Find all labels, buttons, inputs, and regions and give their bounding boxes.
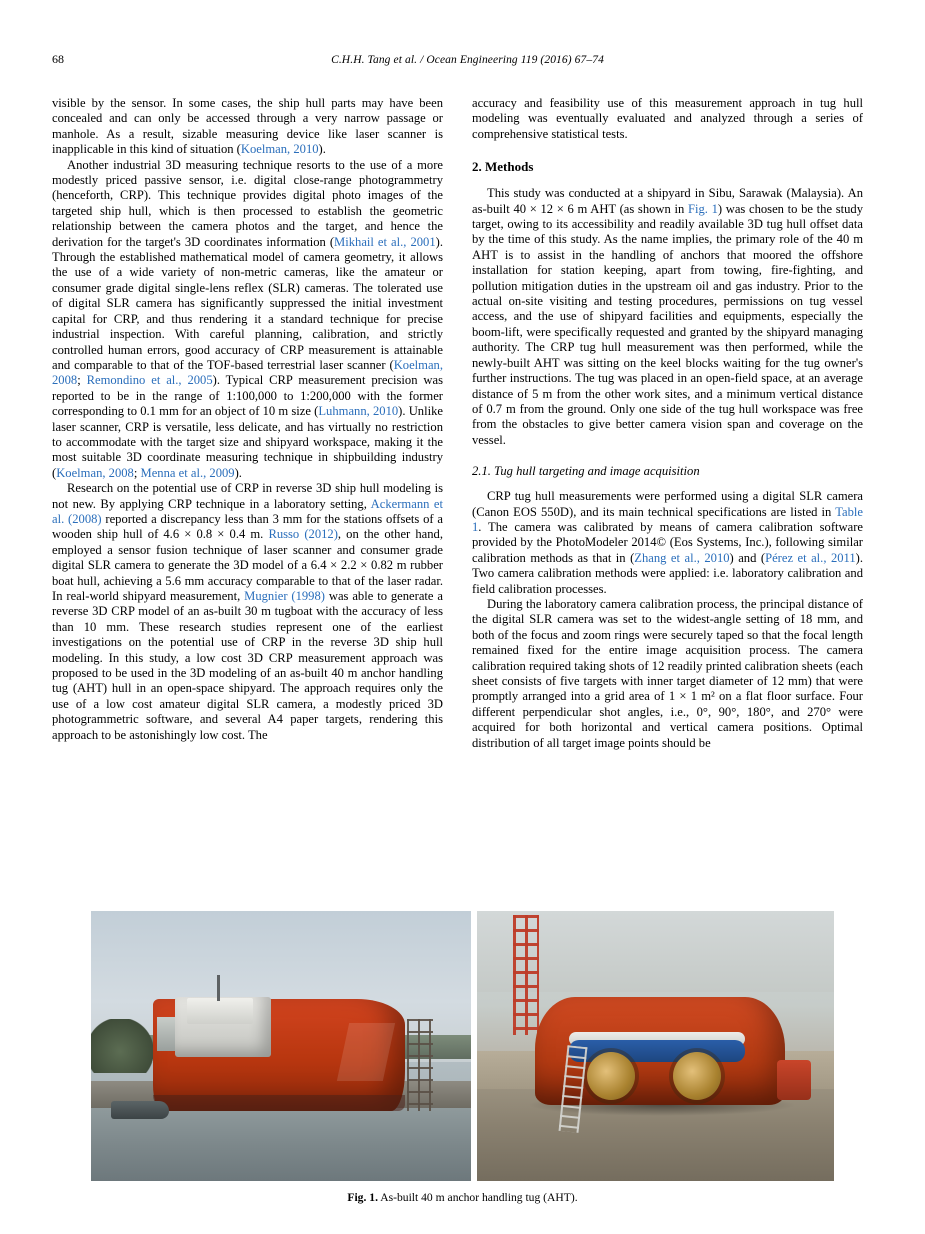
figure-caption bbox=[52, 1191, 873, 1204]
paragraph-camera-calibration bbox=[472, 489, 863, 597]
paragraph-continuation-right: accuracy and feasibility use of this measurement approach in tug hull modeling was eventually evaluated and analyzed through a series of comprehensive statistical tests. bbox=[472, 96, 863, 141]
text-run: ; bbox=[133, 465, 141, 480]
text-run: ). bbox=[234, 465, 242, 480]
figure-label: Fig. 1. bbox=[347, 1191, 378, 1204]
text-run: ) and ( bbox=[729, 550, 766, 565]
paragraph-prior-research bbox=[52, 481, 443, 743]
paragraph-study-site bbox=[472, 186, 863, 448]
citation-link[interactable]: Russo (2012) bbox=[268, 527, 338, 542]
citation-link[interactable]: Mikhail et al., 2001 bbox=[334, 234, 436, 249]
text-run: visible by the sensor. In some cases, the ship hull parts may have been concealed and can only be accessed through a very narrow passage or manhole. As a result, sizable measuring device like laser scanner is inapplicable in this kind of situation ( bbox=[52, 96, 443, 157]
tug-bridge bbox=[187, 998, 253, 1024]
text-run: ). bbox=[318, 142, 326, 157]
text-run: ). Two camera calibration methods were applied: i.e. laboratory calibration and field calibration processes. bbox=[472, 550, 864, 596]
text-run: ). Unlike laser scanner, CRP is versatile, less delicate, and has virtually no restriction to accommodate with the target size and shipyard workspace, making it the most suitable 3D coordinate measuring technique in shipbuilding industry ( bbox=[52, 404, 443, 480]
citation-link[interactable]: Koelman, 2010 bbox=[240, 142, 319, 157]
tug-mast bbox=[217, 975, 220, 1001]
crane-tower bbox=[513, 915, 539, 1035]
water-region bbox=[91, 1108, 471, 1181]
text-run: Another industrial 3D measuring technique resorts to the use of a more modestly priced passive sensor, i.e. digital close-range photogrammetry (henceforth, CRP). This technique provides digital photo images of the targeted ship hull, which is then processed to establish the geometric relationship between the camera photos and the target, and hence the derivation for the target's 3D coordinates information ( bbox=[52, 157, 443, 249]
table-reference-link[interactable]: Table 1 bbox=[472, 504, 863, 534]
citation-link[interactable]: Zhang et al., 2010 bbox=[634, 550, 730, 565]
citation-link[interactable]: Ackermann et al. (2008) bbox=[52, 496, 444, 526]
paragraph-lab-calibration: During the laboratory camera calibration process, the principal distance of the digital SLR camera was set to the widest-angle setting of 18 mm, and both of the focus and zoom rings were securely taped so that the focal length remained fixed for the entire image acquisition process. The camera calibration required taking shots of 12 readily printed calibration sheets (each sheet consists of five targets with inner target diameter of 12 mm) that were promptly arranged into a grid area of 1 × 1 m² on a flat floor surface. Four different perpendicular shot angles, i.e., 0°, 90°, 180°, and 270° were acquired for both horizontal and vertical camera positions. Optimal distribution of all target image points should be bbox=[472, 596, 863, 750]
section-heading-methods: 2. Methods bbox=[472, 159, 534, 175]
left-column bbox=[52, 96, 443, 743]
text-run: ) was chosen to be the study target, owing to its accessibility and readily available 3D tug hull offset data by the time of this study. As the name implies, the primary role of the 40 m AHT is to assist in the handling of anchors that moored the offshore installation for station keeping, apart from towing, fire-fighting, and pollution mitigation duties in the upstream oil and gas industry. Prior to the actual on-site visiting and testing procedures, permissions on tug vessel access, and the use of shipyard facilities and equipments, especially the boom-lift, were specifically requested and granted by the shipyard managing authority. The CRP tug hull measurement was then performed, while the newly-built AHT was sitting on the keel blocks waiting for the tug owner's further instructions. The tug was placed in an open-field space, at an average distance of 5 m from the other work sites, and a minimum vertical distance of 0.7 m from the ground. Only one side of the tug hull workspace was free from the obstacles to give better camera vision span and coverage on the vessel. bbox=[472, 201, 863, 447]
figure-image-right bbox=[477, 911, 834, 1181]
subsection-heading-targeting: 2.1. Tug hull targeting and image acquisition bbox=[472, 464, 700, 479]
citation-link[interactable]: Pérez et al., 2011 bbox=[765, 550, 856, 565]
bow-highlight bbox=[337, 1023, 395, 1081]
text-run: ). Typical CRP measurement precision was reported to be in the range of 1:100,000 to 1:200,000 with the former corresponding to 0.1 mm for an object of 10 m size ( bbox=[52, 373, 443, 419]
text-run: CRP tug hull measurements were performed using a digital SLR camera (Canon EOS 550D), and its main technical specifications are listed in bbox=[472, 489, 863, 519]
citation-link[interactable]: Luhmann, 2010 bbox=[318, 404, 399, 419]
text-run: reported a discrepancy less than 3 mm for the stations offsets of a wooden ship hull of 4.6 × 0.8 × 0.4 m. bbox=[52, 511, 443, 542]
citation-link[interactable]: Mugnier (1998) bbox=[244, 589, 325, 603]
tug-funnel bbox=[157, 1017, 175, 1051]
text-run: was able to generate a reverse 3D CRP model of an as-built 30 m tugboat with the accuracy of less than 10 mm. These research studies represent one of the earliest investigations on the potential use of CRP in the reverse 3D ship hull modeling. In this study, a low cost 3D CRP measurement approach was proposed to be used in the 3D modeling of an as-built 40 m anchor handling tug (AHT) hull in an open-space shipyard. The approach requires only the use of a low cost amateur digital SLR camera, a modestly priced 3D photogrammetric software, and several A4 paper targets, rendering this approach to be astonishingly low cost. The bbox=[52, 589, 443, 742]
paragraph-crp-intro bbox=[52, 158, 443, 482]
figure-reference-link[interactable]: Fig. 1 bbox=[687, 201, 718, 216]
two-column-body bbox=[52, 96, 873, 751]
propeller-starboard bbox=[673, 1052, 721, 1100]
text-run: ; bbox=[77, 373, 87, 388]
citation-link[interactable]: Menna et al., 2009 bbox=[140, 465, 235, 480]
citation-link[interactable]: Koelman, 2008 bbox=[56, 465, 134, 480]
citation-link[interactable]: Remondino et al., 2005 bbox=[86, 373, 213, 388]
dock-equipment bbox=[777, 1060, 811, 1100]
page-number: 68 bbox=[52, 52, 64, 66]
text-run: , on the other hand, employed a sensor fusion technique of laser scanner and consumer grade digital SLR camera to generate the 3D model of a 6.4 × 2.2 × 0.82 m rubber boat hull, achieving a 5.6 mm accuracy comparable to that of the laser radar. In real-world shipyard measurement, bbox=[52, 527, 443, 603]
running-head bbox=[52, 52, 873, 70]
figure-1 bbox=[52, 911, 873, 1204]
right-column bbox=[472, 96, 863, 751]
paragraph-continuation bbox=[52, 96, 443, 158]
small-boat bbox=[111, 1101, 169, 1119]
text-run: This study was conducted at a shipyard in Sibu, Sarawak (Malaysia). An as-built 40 × 12 × 6 m AHT (as shown in bbox=[472, 186, 863, 216]
scaffolding bbox=[407, 1019, 433, 1111]
text-run: ). Through the established mathematical model of camera geometry, it allows the use of a wide variety of non-metric cameras, like the amateur or consumer grade digital single-lens reflex (SLR) cameras. The tolerated use of digital SLR camera has significantly suppressed the initial investment capital for CRP, and thus rendering it a standard technique for precise industrial inspection. With careful planning, calibration, and strictly controlled human errors, good accuracy of CRP measurement is attainable and comparable to that of the TOF-based terrestrial laser scanner ( bbox=[52, 234, 443, 372]
figure-image-left bbox=[91, 911, 471, 1181]
journal-reference: C.H.H. Tang et al. / Ocean Engineering 119 (2016) 67–74 bbox=[331, 54, 604, 66]
citation-link[interactable]: Koelman, 2008 bbox=[52, 357, 443, 388]
text-run: . The camera was calibrated by means of camera calibration software provided by the PhotoModeler 2014© (Eos Systems, Inc.), following similar calibration methods as that in ( bbox=[472, 519, 863, 565]
propeller-port bbox=[587, 1052, 635, 1100]
figure-caption-text: As-built 40 m anchor handling tug (AHT). bbox=[380, 1191, 578, 1204]
figure-image-row bbox=[52, 911, 873, 1181]
foreground-tree bbox=[91, 1019, 155, 1073]
text-run: Research on the potential use of CRP in reverse 3D ship hull modeling is not new. By applying CRP technique in a laboratory setting, bbox=[52, 481, 443, 511]
